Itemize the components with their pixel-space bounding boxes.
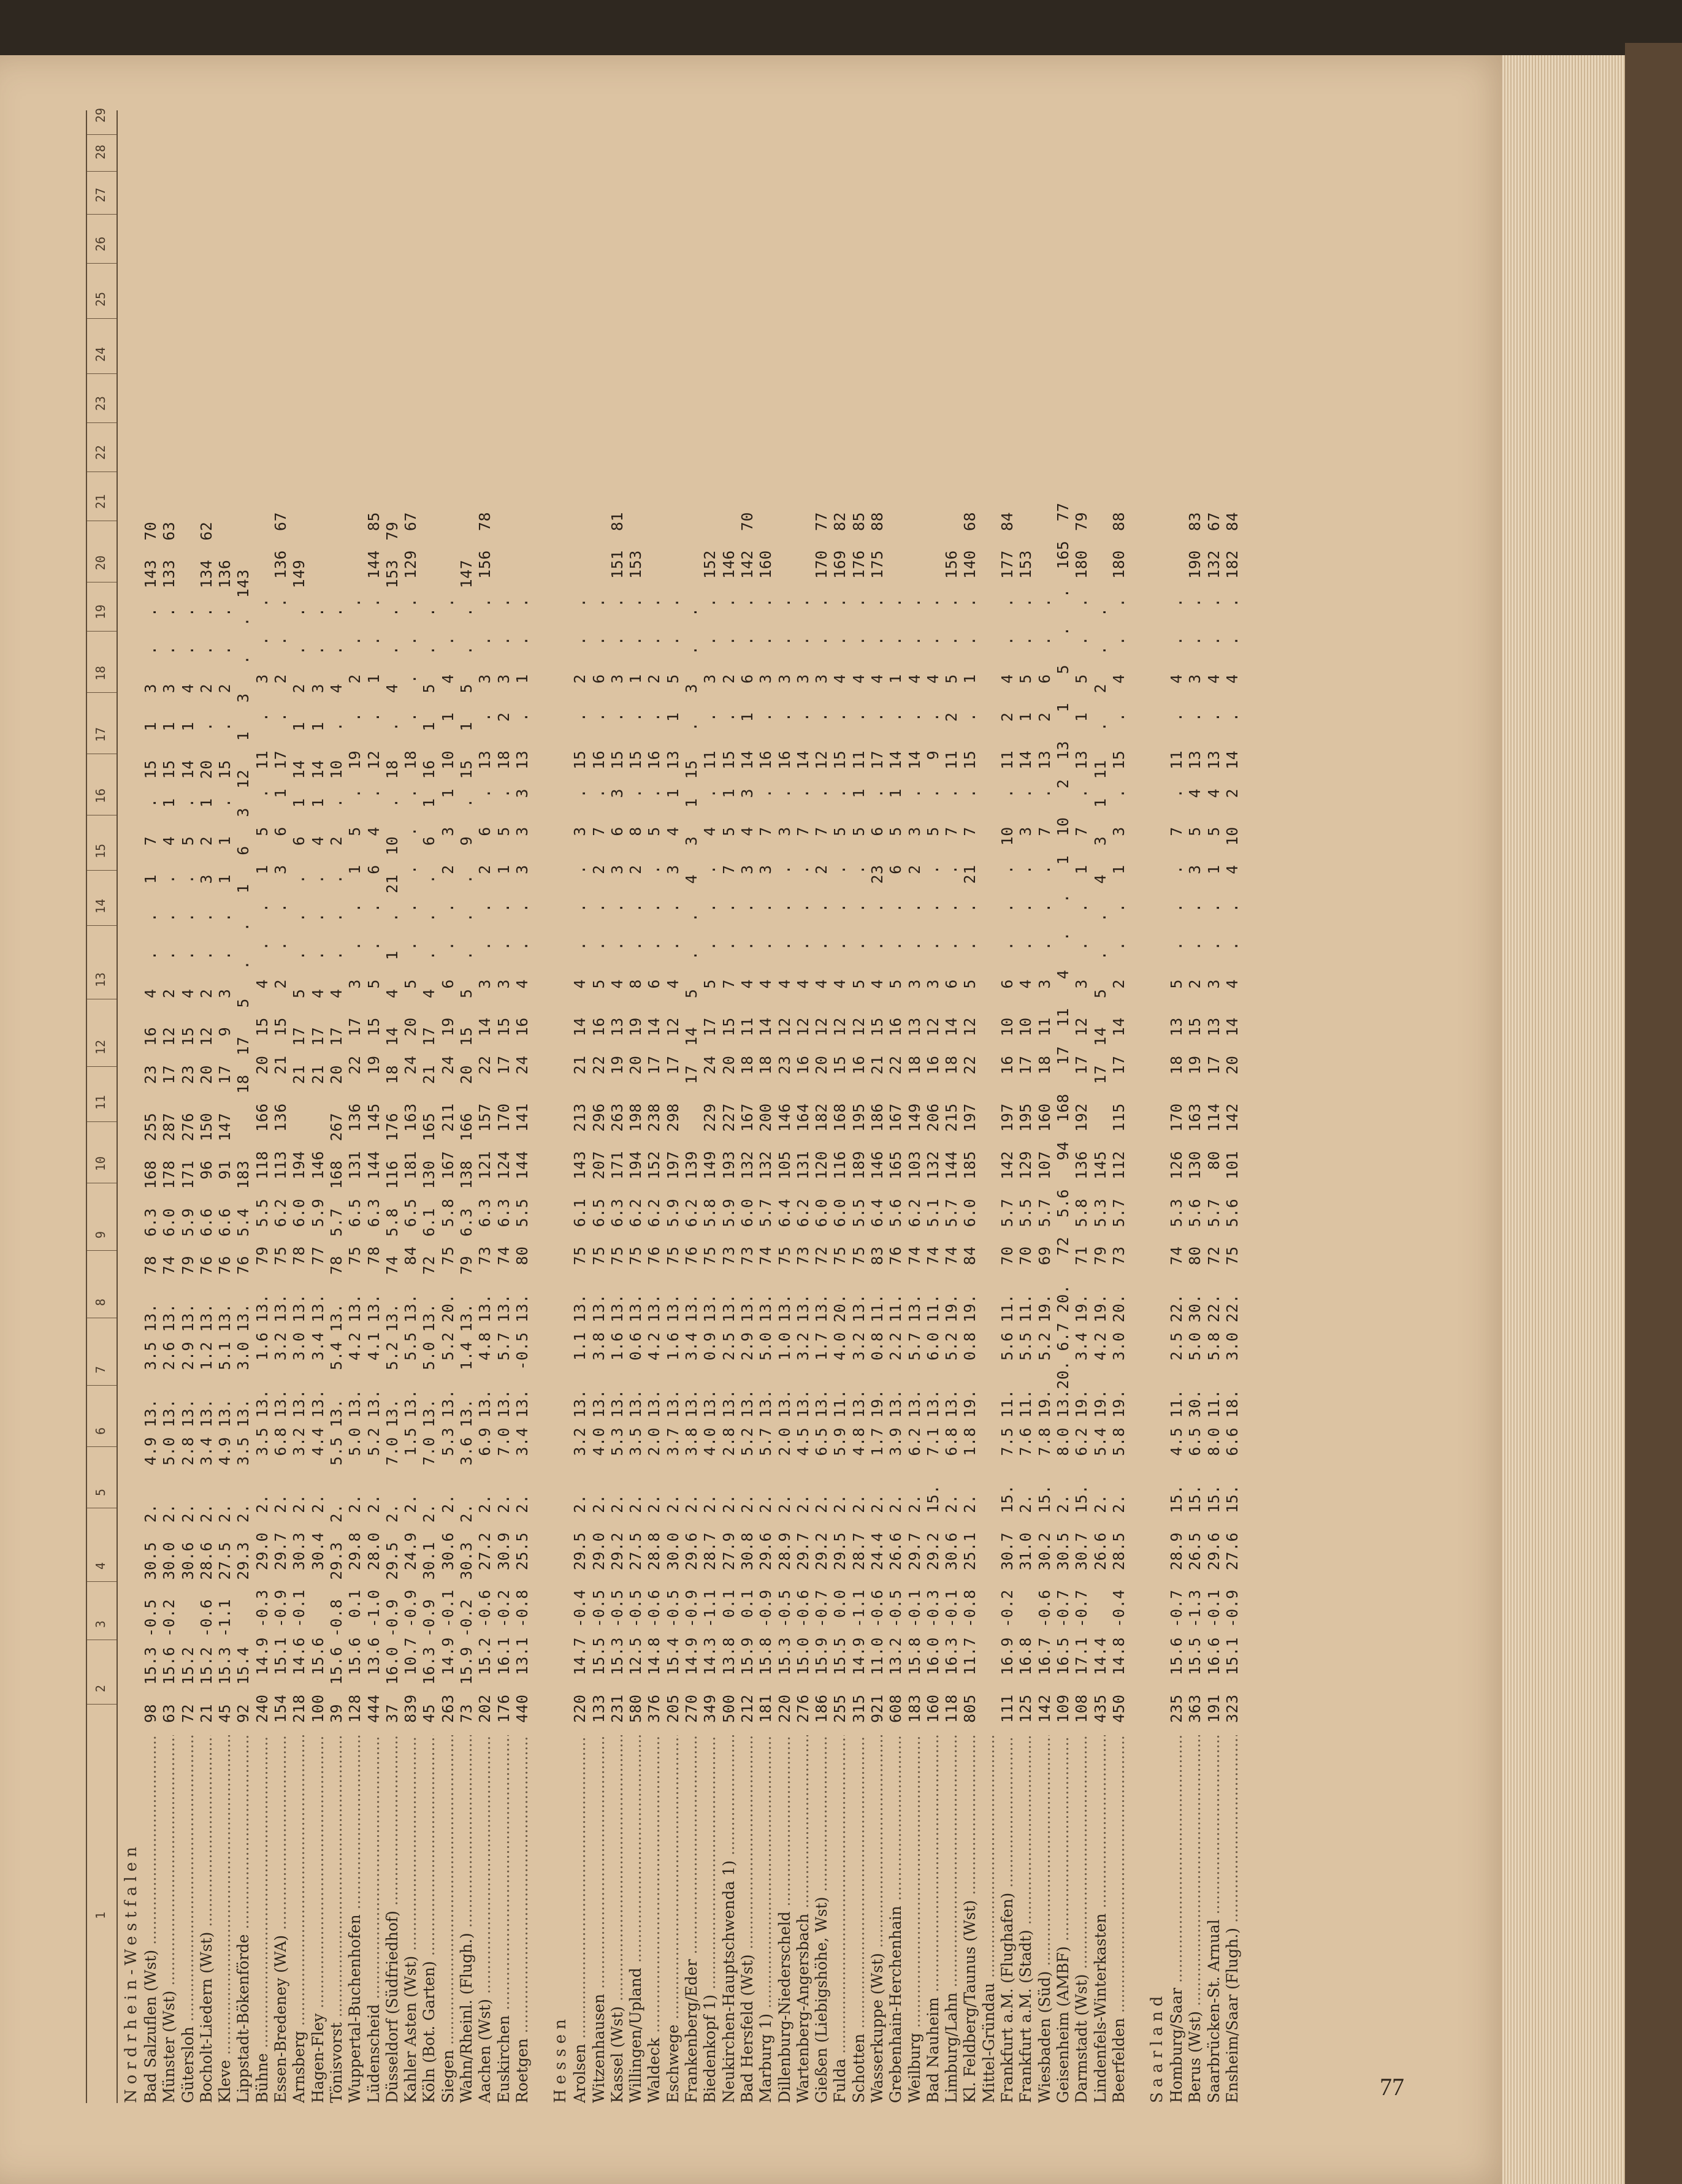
station-name: Wahn/Rheinl. (Flugh.) .....: [457, 1735, 475, 2103]
station-name: Köln (Bot. Garten) .....: [420, 1735, 438, 2103]
column-header: 13: [93, 972, 108, 987]
station-values: 323 15.1 -0.9 27.6 15. 6.6 18. 3.0 22. 75 5.6 101 142 20 14 4 . . 4 10 2 14 . 4 . . 182 84: [1223, 511, 1242, 1723]
book-binding: [1625, 43, 1682, 2184]
table-row: [159, 110, 177, 2103]
table-row: [570, 110, 588, 2103]
station-name: Berus (Wst) .....: [1186, 1735, 1204, 2103]
station-values: 921 11.0 -0.6 24.4 2. 1.7 19. 0.8 11. 83 6.4 146 186 21 15 4 . . 23 6 . 17 . 4 . . 175 88: [868, 511, 886, 1723]
column-header: 11: [93, 1094, 108, 1110]
station-values: 202 15.2 -0.6 27.2 2. 6.9 13. 4.8 13. 73 6.3 121 157 22 14 3 . . 2 6 . 13 . 3 . . 156 78: [476, 511, 494, 1723]
station-name: Grebenhain-Herchenhain .....: [887, 1735, 904, 2103]
table-row: [625, 110, 644, 2103]
column-header: 29: [93, 107, 108, 123]
station-values: 72 15.2 30.6 2. 2.8 13. 2.9 13. 79 5.9 171 276 23 15 4 . . . 5 . 14 1 4 . .: [178, 607, 197, 1723]
column-divider: [87, 1704, 117, 1705]
station-name: Bocholt-Liedern (Wst) .....: [197, 1735, 215, 2103]
column-divider: [87, 1581, 117, 1582]
column-header: 2: [93, 1684, 108, 1692]
table-row: [1015, 110, 1034, 2103]
table-row: [663, 110, 681, 2103]
station-name: Wartenberg-Angersbach .....: [794, 1735, 812, 2103]
station-name: Frankenberg/Eder .....: [682, 1735, 700, 2103]
station-values: 45 16.3 -0.9 30.1 2. 7.0 13. 5.0 13. 72 6.1 130 165 21 17 4 . . . 6 1 16 1 5 . .: [420, 607, 438, 1723]
state-group-title: Nordrhein-Westfalen: [122, 1842, 140, 2103]
station-name: Kahler Asten (Wst) .....: [402, 1735, 419, 2103]
table-row: [681, 110, 700, 2103]
station-name: Bad Nauheim .....: [924, 1735, 942, 2103]
station-values: 92 15.4 29.3 2. 3.5 13. 3.0 13. 76 5.4 183 18 17 5 . . 1 6 3 12 1 3 . . 143: [234, 569, 253, 1723]
station-values: 186 15.9 -0.7 29.2 2. 6.5 13. 1.7 13. 72 6.0 120 182 20 12 4 . . 2 7 . 12 . 3 . . 170 77: [812, 511, 831, 1723]
station-values: 376 14.8 -0.6 28.8 2. 2.0 13. 4.2 13. 76 6.2 152 238 17 14 6 . . . 5 . 16 . 2 . .: [645, 597, 663, 1723]
station-values: 839 10.7 -0.9 24.9 2. 1.5 13. 5.5 13. 84 6.5 181 163 24 20 5 . . . . . 18 . . . . 129 67: [402, 511, 420, 1723]
column-header: 6: [93, 1427, 108, 1435]
station-values: 270 14.9 -0.9 29.6 2. 3.8 13. 3.4 13. 76 6.2 139 17 14 5 . . 4 3 1 15 . 3 . .: [682, 607, 701, 1723]
table-row: [1071, 110, 1090, 2103]
column-divider: [87, 870, 117, 871]
station-values: 255 15.5 0.0 29.5 2. 5.9 11. 4.0 20. 75 6.0 116 168 15 12 4 . . . 5 . 15 . 4 . . 169 82: [831, 511, 849, 1723]
table-row: [755, 110, 774, 2103]
station-name: Münster (Wst) .....: [160, 1735, 178, 2103]
station-values: 218 14.6 -0.1 30.3 2. 3.2 13. 3.0 13. 78 6.0 194 21 17 5 . . . 6 1 14 1 2 . . 149: [290, 559, 308, 1723]
column-divider: [87, 1250, 117, 1251]
station-values: 37 16.0 -0.9 29.5 2. 7.0 13. 5.2 13. 74 5.8 116 176 18 14 4 1 . 21 10 . 18 . 4 . . 153 79: [383, 521, 401, 1723]
column-header: 1: [93, 1911, 108, 1919]
table-row: [1034, 110, 1053, 2103]
station-name: Euskirchen .....: [495, 1735, 513, 2103]
station-name: Hagen-Fley .....: [309, 1735, 327, 2103]
column-divider: [87, 692, 117, 693]
column-divider: [87, 171, 117, 172]
table-row: [811, 110, 830, 2103]
column-header: 5: [93, 1488, 108, 1496]
table-row: [326, 110, 345, 2103]
station-name: Schotten .....: [850, 1735, 868, 2103]
station-name: Fulda .....: [831, 1735, 849, 2103]
column-header-row: [86, 107, 118, 2103]
station-values: 181 15.8 -0.9 29.6 2. 5.7 13. 5.0 13. 74 5.7 132 200 18 14 4 . . 3 7 . 16 . 3 . . 160: [757, 550, 775, 1723]
table-row: [308, 110, 326, 2103]
table-row: [345, 110, 363, 2103]
station-values: 128 15.6 0.1 29.8 2. 5.0 13. 4.2 13. 75 6.5 131 136 22 17 3 . . 1 5 . 19 . 2 . .: [346, 597, 364, 1723]
station-values: 205 15.4 -0.5 30.0 2. 3.7 13. 1.6 13. 75 5.9 197 298 17 12 4 . . 3 4 1 13 1 5 . .: [663, 597, 682, 1723]
station-values: 220 14.7 -0.4 29.5 2. 3.2 13. 1.1 13. 75 6.1 143 213 21 14 4 . . . 3 . 15 . 2 . .: [571, 597, 589, 1723]
column-header: 24: [93, 346, 108, 362]
station-values: 315 14.9 -1.1 28.7 2. 4.8 13. 3.2 13. 75 5.5 189 195 16 12 5 . . . 5 1 11 . 4 . . 176 85: [849, 511, 868, 1723]
column-header: 16: [93, 788, 108, 803]
column-header: 9: [93, 1231, 108, 1239]
station-name: Darmstadt (Wst) .....: [1072, 1735, 1090, 2103]
station-values: 444 13.6 -1.0 28.0 2. 5.2 13. 4.1 13. 78 6.3 144 145 19 15 5 . . 6 4 . 12 . 1 . . 144 85: [364, 511, 383, 1723]
station-values: 240 14.9 -0.3 29.0 2. 3.5 13. 1.6 13. 79 5.5 118 166 20 15 4 . . 1 5 . 11 . 3 . .: [253, 597, 271, 1723]
column-divider: [87, 1121, 117, 1122]
station-name: Weilburg .....: [906, 1735, 923, 2103]
station-values: 111 16.9 -0.2 30.7 15. 7.5 11. 5.6 11. 70 5.7 142 197 16 10 6 . . . 10 . 11 2 4 . . 177 84: [998, 511, 1017, 1723]
table-row: [215, 110, 233, 2103]
station-values: 805 11.7 -0.8 25.1 2. 1.8 19. 0.8 19. 84 6.0 185 197 22 12 5 . . 21 7 . 15 . 1 . . 140 68: [961, 511, 979, 1723]
column-header: 23: [93, 395, 108, 411]
table-row: [1185, 110, 1203, 2103]
station-values: 500 13.8 0.1 27.9 2. 2.8 13. 2.5 13. 73 5.9 193 227 20 15 7 . . 7 5 1 15 . 2 . . 146: [719, 550, 738, 1723]
station-name: Saarbrücken-St. Arnual .....: [1205, 1735, 1223, 2103]
station-name: Marburg 1) .....: [757, 1735, 774, 2103]
column-header: 15: [93, 843, 108, 858]
column-header: 12: [93, 1039, 108, 1055]
state-group-title: Hessen: [551, 2014, 570, 2103]
table-row: [960, 110, 978, 2103]
station-name: Bühne .....: [253, 1735, 271, 2103]
station-values: 176 16.1 -0.2 30.9 2. 7.0 13. 5.7 13. 74 6.3 124 170 17 15 3 . . 1 5 . 18 2 3 . .: [494, 597, 513, 1723]
station-values: 263 14.9 -0.1 30.6 2. 5.3 13. 5.2 20. 75 5.8 167 211 24 19 6 . . 2 3 1 10 1 4 . .: [438, 597, 457, 1723]
column-divider: [87, 1446, 117, 1447]
station-name: Arnsberg .....: [290, 1735, 308, 2103]
table-row: [178, 110, 196, 2103]
column-divider: [87, 318, 117, 319]
table-row: [140, 110, 159, 2103]
table-row: [270, 110, 289, 2103]
table-row: [941, 110, 960, 2103]
station-name: Bad Salzuflen (Wst) .....: [142, 1735, 159, 2103]
table-row: [289, 110, 307, 2103]
station-name: Kassel (Wst) .....: [608, 1735, 626, 2103]
station-name: Kl. Feldberg/Taunus (Wst) .....: [961, 1735, 979, 2103]
state-group-title: Saarland: [1148, 1991, 1167, 2103]
table-row: [494, 110, 512, 2103]
table-row: [644, 110, 662, 2103]
column-header: 3: [93, 1620, 108, 1628]
table-row: [1053, 110, 1071, 2103]
station-values: 118 16.3 -0.1 30.6 2. 6.8 13. 5.2 19. 74 5.7 144 215 18 14 6 . . . 7 . 11 2 5 . . 156: [942, 550, 961, 1723]
column-divider: [87, 134, 117, 135]
table-row: [456, 110, 475, 2103]
column-header: 27: [93, 187, 108, 202]
table-row: [774, 110, 793, 2103]
station-values: 580 12.5 -0.5 27.5 2. 3.5 13. 0.6 13. 75 6.2 194 198 20 19 8 . . 2 8 . 15 . 1 . . 153: [627, 550, 645, 1723]
station-values: 100 15.6 30.4 2. 4.4 13. 3.4 13. 77 5.9 146 21 17 4 . . . 4 1 14 1 3 . .: [308, 607, 327, 1723]
column-divider: [87, 1385, 117, 1386]
station-name: Tönisvorst .....: [327, 1735, 345, 2103]
group-spacer: [1127, 110, 1145, 2103]
station-values: 125 16.8 31.0 2. 7.6 11. 5.5 11. 70 5.5 129 195 17 10 4 . . . 3 . 14 1 5 . . 153: [1017, 550, 1035, 1723]
column-header: 20: [93, 555, 108, 570]
station-name: Biedenkopf 1) .....: [701, 1735, 719, 2103]
station-name: Willingen/Upland .....: [627, 1735, 644, 2103]
station-name: Roetgen .....: [513, 1735, 531, 2103]
table-row: [923, 110, 941, 2103]
station-name: Lindenfels-Winterkasten .....: [1091, 1735, 1109, 2103]
station-values: 108 17.1 -0.7 30.7 15. 6.2 19. 3.4 19. 71 5.8 136 192 17 12 3 . . 1 7 . 13 1 5 . . 180 79: [1072, 511, 1091, 1723]
table-row: [233, 110, 251, 2103]
column-header: 7: [93, 1365, 108, 1373]
table-body: [120, 110, 1240, 2103]
station-name: Kleve .....: [216, 1735, 234, 2103]
station-values: 349 14.3 -1.1 28.7 2. 4.0 13. 0.9 13. 75 5.8 149 229 24 17 5 . . . 4 . 11 . 3 . . 152: [701, 550, 719, 1723]
station-name: Lüdenscheid .....: [365, 1735, 383, 2103]
table-row: [438, 110, 456, 2103]
table-row: [830, 110, 848, 2103]
column-divider: [87, 925, 117, 926]
table-row: [1090, 110, 1109, 2103]
column-header: 8: [93, 1298, 108, 1306]
station-name: Frankfurt a.M. (Flughafen) .....: [998, 1735, 1016, 2103]
station-values: 133 15.5 -0.5 29.0 2. 4.0 13. 3.8 13. 75 6.5 207 296 22 16 5 . . 2 7 . 16 . 6 . .: [589, 597, 608, 1723]
station-values: 142 16.7 -0.6 30.2 15. 7.8 19. 5.2 19. 69 5.7 107 160 18 11 3 . . . 7 . 13 2 6 . .: [1035, 597, 1053, 1723]
station-values: 235 15.6 -0.7 28.9 15. 4.5 11. 2.5 22. 74 5.3 126 170 18 13 5 . . . 7 . 11 . 4 . .: [1168, 597, 1186, 1723]
station-name: Bad Hersfeld (Wst) .....: [738, 1735, 756, 2103]
station-name: Waldeck .....: [645, 1735, 663, 2103]
table-row: [364, 110, 382, 2103]
table-row: [997, 110, 1015, 2103]
station-name: Frankfurt a.M. (Stadt) .....: [1017, 1735, 1034, 2103]
station-values: 160 16.0 -0.3 29.2 15. 7.1 13. 6.0 11. 74 5.1 132 206 16 12 3 . . . 5 . 9 . 4 . .: [923, 597, 942, 1723]
group-spacer: [530, 110, 549, 2103]
station-values: 363 15.5 -1.3 26.5 15. 6.5 30. 5.0 30. 80 5.6 130 163 19 15 2 . . 3 5 4 13 . 3 . . 190 83: [1186, 511, 1204, 1723]
station-name: Siegen .....: [439, 1735, 457, 2103]
column-header: 21: [93, 494, 108, 509]
table-row: [867, 110, 885, 2103]
column-divider: [87, 1066, 117, 1067]
station-name: Dillenburg-Niederscheld .....: [776, 1735, 793, 2103]
table-row: [700, 110, 718, 2103]
column-header: 22: [93, 445, 108, 460]
table-row: [196, 110, 215, 2103]
table-row: [1222, 110, 1240, 2103]
table-row: [475, 110, 493, 2103]
station-name: Aachen (Wst) .....: [476, 1735, 494, 2103]
station-name: Geisenheim (AMBF) .....: [1054, 1735, 1072, 2103]
station-values: 440 13.1 -0.8 25.5 2. 3.4 13. -0.5 13. 80 5.5 144 141 24 16 4 . . 3 3 3 13 . 1 . .: [513, 597, 531, 1723]
station-values: 608 13.2 -0.5 26.6 2. 3.9 13. 2.2 11. 76 5.6 165 167 22 16 5 . . 6 5 1 14 . 1 . .: [887, 597, 905, 1723]
column-header: 26: [93, 236, 108, 251]
station-values: 39 15.6 -0.8 29.3 2. 5.5 13. 5.4 13. 78 5.7 168 267 20 17 4 . . . 2 . 10 . 4 . .: [327, 607, 345, 1723]
table-row: [849, 110, 867, 2103]
station-values: 220 15.3 -0.5 28.9 2. 2.0 13. 1.0 13. 75 6.4 105 146 23 12 4 . . . 3 . 16 . 3 . .: [775, 597, 793, 1723]
station-name: Düsseldorf (Südfriedhof) .....: [383, 1735, 401, 2103]
station-values: 98 15.3 -0.5 30.5 2. 4.9 13. 3.5 13. 78 6.3 168 255 23 16 4 . . 1 7 . 15 1 3 . . 143 70: [142, 521, 159, 1723]
table-row: [419, 110, 437, 2103]
rotated-table: [86, 107, 1496, 2103]
station-values: 450 14.8 -0.4 28.5 2. 5.8 19. 3.0 20. 73 5.7 112 115 17 14 2 . . 1 3 . 15 . 4 . . 180 88: [1109, 511, 1128, 1723]
column-header: 14: [93, 898, 108, 914]
column-header: 28: [93, 144, 108, 159]
station-name: Gießen (Liebigshöhe, Wst) .....: [812, 1735, 830, 2103]
station-values: 231 15.3 -0.5 29.2 2. 5.3 13. 1.6 13. 75 6.3 171 263 19 13 4 . . 3 6 3 15 . 3 . . 151 81: [608, 511, 626, 1723]
column-header: 17: [93, 727, 108, 742]
station-values: 276 15.0 -0.6 29.7 2. 4.5 13. 3.2 13. 73 6.2 131 164 16 12 4 . . . 7 . 14 . 3 . .: [793, 597, 812, 1723]
station-name: Witzenhausen .....: [590, 1735, 608, 2103]
station-name: Essen-Bredeney (WA) .....: [272, 1735, 289, 2103]
table-row: [719, 110, 737, 2103]
column-divider: [87, 631, 117, 632]
station-values: 45 15.3 -1.1 27.5 2. 4.9 13. 5.1 13. 76 6.6 91 147 17 9 3 . . 1 1 . 15 . 2 . . 136: [216, 559, 234, 1723]
station-name: Limburg/Lahn .....: [942, 1735, 960, 2103]
station-name: Arolsen .....: [571, 1735, 589, 2103]
table-row: [252, 110, 270, 2103]
station-name: Gütersloh .....: [179, 1735, 197, 2103]
table-row: [904, 110, 923, 2103]
table-row: [382, 110, 400, 2103]
station-values: 435 14.4 26.6 2. 5.4 19. 4.2 19. 79 5.3 145 17 14 5 . . 4 3 1 11 . 2 . .: [1091, 607, 1109, 1723]
station-name: Wiesbaden (Süd) .....: [1036, 1735, 1053, 2103]
station-values: 109 16.5 -0.7 30.5 2. 8.0 13.20. 6.7 20. 72 5.6 94 168 17 11 4 . . 1 10 2 13 1 5 . . 165 77: [1053, 502, 1072, 1723]
table-row: [793, 110, 811, 2103]
station-values: 212 15.9 0.1 30.8 2. 5.2 13. 2.9 13. 73 6.0 132 167 18 11 4 . . 3 4 3 14 1 6 . . 142 70: [738, 511, 756, 1723]
table-row: [979, 110, 997, 2103]
table-row: [885, 110, 904, 2103]
station-name: Mittel-Gründau .....: [980, 1735, 998, 2103]
table-row: [512, 110, 530, 2103]
column-header: 25: [93, 291, 108, 307]
page-edges: [1502, 55, 1625, 2184]
column-divider: [87, 214, 117, 215]
station-name: Wuppertal-Buchenhofen .....: [346, 1735, 364, 2103]
station-values: 73 15.9 -0.2 30.3 2. 3.6 13. 1.4 13. 79 6.3 138 166 20 15 5 . . . 9 . 15 1 5 . . 147: [457, 559, 476, 1723]
table-row: [1109, 110, 1127, 2103]
column-divider: [87, 263, 117, 264]
station-values: 154 15.1 -0.9 29.7 2. 6.8 13. 3.2 13. 75 6.2 113 136 21 15 2 . . 3 6 1 17 . 2 . . 136 67: [272, 511, 290, 1723]
page-number: 77: [1380, 2073, 1404, 2101]
station-values: 191 16.6 -0.1 29.6 15. 8.0 11. 5.8 22. 72 5.7 80 114 17 13 3 . . 1 5 4 13 . 4 . . 132 67: [1204, 511, 1223, 1723]
station-values: 21 15.2 -0.6 28.6 2. 3.4 13. 1.2 13. 76 6.6 96 150 20 12 2 . . 3 2 1 20 . 2 . . 134 62: [197, 521, 215, 1723]
table-row: [1166, 110, 1185, 2103]
table-row: [607, 110, 625, 2103]
table-row: [1204, 110, 1222, 2103]
column-divider: [87, 373, 117, 374]
column-header: 10: [93, 1156, 108, 1171]
table-row: [737, 110, 755, 2103]
station-name: Neukirchen-Hauptschwenda 1) .....: [720, 1735, 738, 2103]
station-name: Beerfelden .....: [1110, 1735, 1128, 2103]
station-name: Lippstadt-Bökenförde .....: [234, 1735, 252, 2103]
table-row: [400, 110, 419, 2103]
column-divider: [87, 422, 117, 423]
column-header: 4: [93, 1562, 108, 1570]
station-name: Wasserkuppe (Wst) .....: [868, 1735, 886, 2103]
station-name: Homburg/Saar .....: [1168, 1735, 1185, 2103]
station-name: Eschwege .....: [664, 1735, 682, 2103]
station-values: 183 15.8 -0.1 29.7 2. 6.2 13. 5.7 13. 74 6.2 103 149 18 13 3 . . 2 3 . 14 . 4 . .: [905, 597, 923, 1723]
column-header: 18: [93, 665, 108, 681]
station-values: 63 15.6 -0.2 30.0 2. 5.0 13. 2.6 13. 74 6.0 178 287 17 12 2 . . . 4 1 15 1 3 . . 133 63: [160, 521, 178, 1723]
column-header: 19: [93, 604, 108, 619]
station-name: Ensheim/Saar (Flugh.) .....: [1223, 1735, 1241, 2103]
table-row: [589, 110, 607, 2103]
